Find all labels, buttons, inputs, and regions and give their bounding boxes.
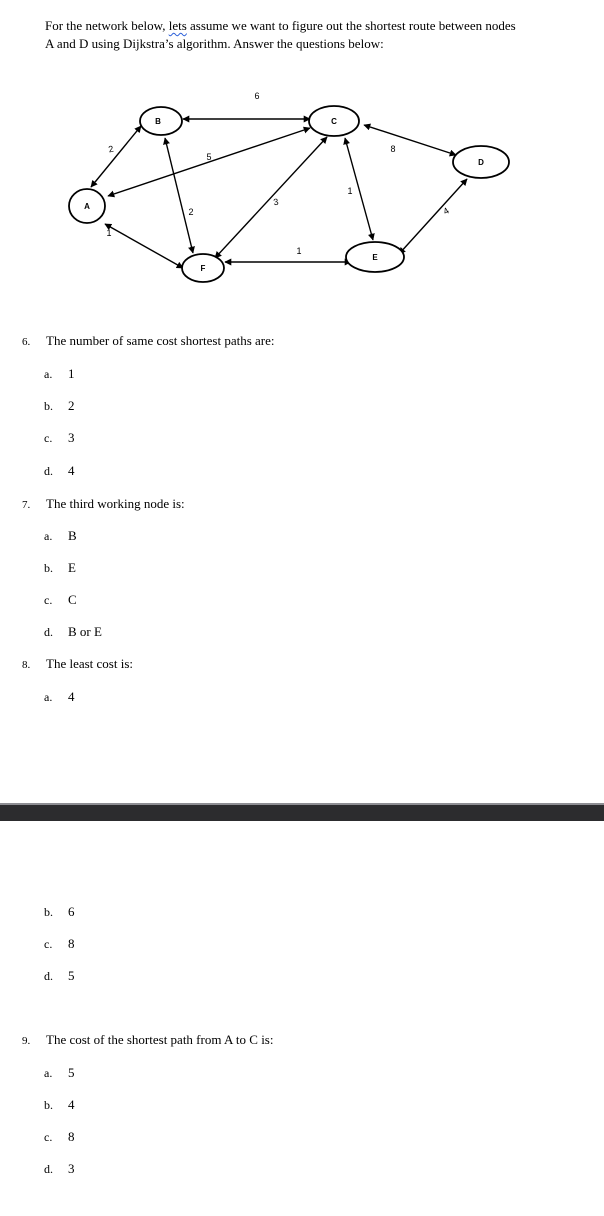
option-text: 4 <box>68 1097 75 1112</box>
option-letter: a. <box>44 529 53 543</box>
option-letter: d. <box>44 625 53 639</box>
option-text: 1 <box>68 366 75 381</box>
edge-f-c <box>215 137 327 258</box>
option-7c[interactable] <box>44 592 77 608</box>
option-9c[interactable] <box>44 1129 75 1145</box>
question-text: The third working node is: <box>46 496 185 511</box>
option-letter: c. <box>44 593 53 607</box>
option-letter: b. <box>44 399 53 413</box>
option-7d[interactable] <box>44 624 102 640</box>
option-text: E <box>68 560 76 575</box>
edge-weight-b-c: 6 <box>254 91 260 101</box>
intro-text: For the network below, <box>45 18 169 33</box>
edge-e-d <box>399 179 467 254</box>
edge-weight-e-d: 4 <box>441 205 451 217</box>
option-letter: d. <box>44 1162 53 1176</box>
option-6a[interactable] <box>44 366 75 382</box>
question-8 <box>22 656 133 672</box>
option-text: 6 <box>68 904 75 919</box>
edge-weight-c-e: 1 <box>347 186 353 196</box>
option-letter: c. <box>44 1130 53 1144</box>
edge-weight-a-f: 1 <box>106 228 112 238</box>
option-text: 3 <box>68 1161 75 1176</box>
option-9a[interactable] <box>44 1065 75 1081</box>
option-9d[interactable] <box>44 1161 75 1177</box>
node-label-a: A <box>84 202 90 211</box>
option-8a[interactable] <box>44 689 75 705</box>
question-number: 7. <box>22 499 31 511</box>
option-text: B or E <box>68 624 102 639</box>
edge-a-b <box>91 126 141 187</box>
option-text: 3 <box>68 430 75 445</box>
edge-a-f <box>105 224 183 268</box>
edge-weight-f-c: 3 <box>272 196 280 208</box>
option-8d[interactable] <box>44 968 75 984</box>
option-7b[interactable] <box>44 560 76 576</box>
option-letter: b. <box>44 905 53 919</box>
option-text: C <box>68 592 77 607</box>
option-text: 5 <box>68 1065 75 1080</box>
spellcheck-word[interactable]: lets <box>168 18 187 33</box>
node-label-e: E <box>372 253 378 262</box>
option-8b[interactable] <box>44 904 75 920</box>
option-6c[interactable] <box>44 430 75 446</box>
option-text: 5 <box>68 968 75 983</box>
question-6 <box>22 333 275 349</box>
node-label-f: F <box>200 264 206 273</box>
edge-weight-f-e: 1 <box>296 246 302 256</box>
question-number: 8. <box>22 659 31 671</box>
page-break-divider <box>0 803 604 821</box>
option-letter: d. <box>44 464 53 478</box>
option-6b[interactable] <box>44 398 75 414</box>
option-6d[interactable] <box>44 463 75 479</box>
edge-weight-a-c: 5 <box>206 152 212 162</box>
option-letter: c. <box>44 431 53 445</box>
option-9b[interactable] <box>44 1097 75 1113</box>
option-8c[interactable] <box>44 936 75 952</box>
question-7 <box>22 496 185 512</box>
edge-weight-c-d: 8 <box>390 144 396 154</box>
edge-c-d <box>364 125 456 155</box>
option-letter: a. <box>44 1066 53 1080</box>
question-number: 9. <box>22 1035 31 1047</box>
intro-line-2: A and D using Dijkstra’s algorithm. Answer the questions below: <box>45 36 384 51</box>
question-9 <box>22 1032 273 1048</box>
edge-b-f <box>165 138 193 253</box>
edge-weight-b-f: 2 <box>188 207 194 217</box>
question-text: The cost of the shortest path from A to C is: <box>46 1032 274 1047</box>
edge-weight-a-b: 2 <box>107 143 115 155</box>
option-text: 4 <box>68 463 75 478</box>
node-label-d: D <box>478 158 484 167</box>
network-diagram <box>0 0 604 300</box>
option-letter: a. <box>44 690 53 704</box>
question-text: The number of same cost shortest paths are: <box>46 333 275 348</box>
node-b <box>140 107 182 135</box>
question-number: 6. <box>22 336 31 348</box>
option-text: 8 <box>68 936 75 951</box>
option-text: 8 <box>68 1129 75 1144</box>
option-text: 4 <box>68 689 75 704</box>
option-letter: b. <box>44 561 53 575</box>
intro-text: assume we want to figure out the shortest route between nodes <box>186 18 516 33</box>
option-letter: a. <box>44 367 53 381</box>
option-letter: b. <box>44 1098 53 1112</box>
edge-a-c <box>108 128 310 196</box>
node-label-b: B <box>155 117 161 126</box>
option-7a[interactable] <box>44 528 77 544</box>
question-text: The least cost is: <box>46 656 134 671</box>
option-text: 2 <box>68 398 75 413</box>
node-label-c: C <box>331 117 337 126</box>
option-letter: c. <box>44 937 53 951</box>
option-text: B <box>68 528 77 543</box>
option-letter: d. <box>44 969 53 983</box>
